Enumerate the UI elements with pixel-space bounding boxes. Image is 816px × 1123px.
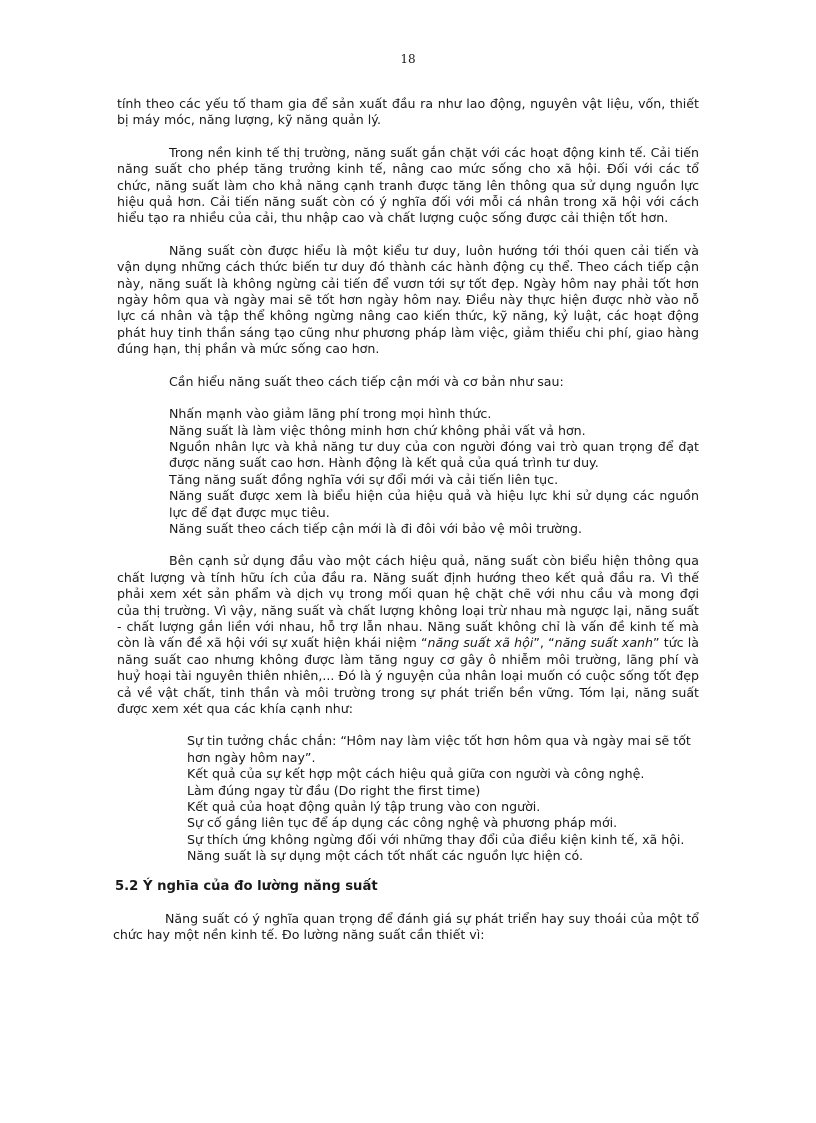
paragraph-measurement: Năng suất có ý nghĩa quan trọng để đánh giá sự phát triển hay suy thoái của một tổ chức hay một nền kinh tế. Đo lường năng suất cần thiết vì:: [113, 911, 699, 943]
list-item: Năng suất là sự dụng một cách tốt nhất các nguồn lực hiện có.: [187, 848, 583, 864]
list-item: Năng suất là làm việc thông minh hơn chứ không phải vất vả hơn.: [169, 422, 586, 438]
term-separator: ”, “: [533, 635, 555, 651]
paragraph-quality: [117, 553, 699, 717]
list-item: Sự cố gắng liên tục để áp dụng các công nghệ và phương pháp mới.: [187, 815, 618, 831]
list-item: Kết quả của hoạt động quản lý tập trung vào con người.: [187, 799, 541, 815]
list-item: Tăng năng suất đồng nghĩa với sự đổi mới và cải tiến liên tục.: [169, 471, 559, 487]
paragraph-mindset: Năng suất còn được hiểu là một kiểu tư duy, luôn hướng tới thói quen cải tiến và vận dụng những cách thức biến tư duy đó thành các hành động cụ thể. Theo cách tiếp cận này, năng suất là không ngừng cải tiến để vươn tới sự tốt đẹp. Ngày hôm nay phải tốt hơn ngày hôm qua và ngày mai sẽ tốt hơn ngày hôm nay. Điều này thực hiện được nhờ vào nỗ lực cá nhân và tập thể không ngừng nâng cao kiến thức, kỹ năng, kỷ luật, các hoạt động phát huy tinh thần sáng tạo cũng như phương pháp làm việc, giảm thiểu chi phí, giao hàng đúng hạn, thị phần và mức sống cao hơn.: [117, 242, 699, 357]
list-item: Kết quả của sự kết hợp một cách hiệu quả giữa con người và công nghệ.: [187, 766, 645, 782]
page-number: 18: [400, 52, 416, 66]
list-item: Làm đúng ngay từ đầu (Do right the first time): [187, 782, 481, 798]
document-body: [113, 96, 700, 944]
list-item: Nhấn mạnh vào giảm lãng phí trong mọi hình thức.: [169, 406, 492, 422]
list-item: Năng suất theo cách tiếp cận mới là đi đôi với bảo vệ môi trường.: [169, 520, 582, 536]
paragraph-intro: tính theo các yếu tố tham gia để sản xuất đầu ra như lao động, nguyên vật liệu, vốn, thiết bị máy móc, năng lượng, kỹ năng quản lý.: [117, 96, 699, 128]
list-item: Nguồn nhân lực và khả năng tư duy của con người đóng vai trò quan trọng để đạt được năng suất cao hơn. Hành động là kết quả của quá trình tư duy.: [169, 438, 699, 471]
aspect-list: [117, 733, 699, 864]
approach-list: [117, 406, 699, 537]
term-green-productivity: năng suất xanh: [554, 635, 654, 651]
list-item: Sự tin tưởng chắc chắn: “Hôm nay làm việc tốt hơn hôm qua và ngày mai sẽ tốt hơn ngày hôm nay”.: [187, 733, 691, 765]
paragraph-quality-part2: ” tức là năng suất cao nhưng không được làm tăng nguy cơ gây ô nhiễm môi trường, lãng phí và huỷ hoại tài nguyên thiên nhiên,... Đó là ý nguyện của nhân loại muốn có cuộc sống tốt đẹp cả về vật chất, tinh thần và môi trường trong sự phát triển bền vững. Tóm lại, năng suất được xem xét qua các khía cạnh như:: [117, 635, 700, 716]
section-heading: 5.2 Ý nghĩa của đo lường năng suất: [115, 878, 378, 894]
paragraph-market-economy: Trong nền kinh tế thị trường, năng suất gắn chặt với các hoạt động kinh tế. Cải tiến năng suất cho phép tăng trưởng kinh tế, nâng cao mức sống cho xã hội. Đối với các tổ chức, năng suất làm cho khả năng cạnh tranh được tăng lên thông qua sử dụng nguồn lực hiệu quả hơn. Cải tiến năng suất còn có ý nghĩa đối với mỗi cá nhân trong xã hội với cách hiểu tạo ra nhiều của cải, thu nhập cao và chất lượng cuộc sống được cải thiện tốt hơn.: [117, 144, 699, 226]
paragraph-approach-intro: Cần hiểu năng suất theo cách tiếp cận mới và cơ bản như sau:: [169, 373, 564, 389]
term-social-productivity: năng suất xã hội: [427, 635, 534, 651]
list-item: Sự thích ứng không ngừng đối với những thay đổi của điều kiện kinh tế, xã hội.: [187, 831, 685, 847]
paragraph-quality-part1: Bên cạnh sử dụng đầu vào một cách hiệu quả, năng suất còn biểu hiện thông qua chất lượng và tính hữu ích của đầu ra. Năng suất định hướng theo kết quả đầu ra. Vì thế phải xem xét sản phẩm và dịch vụ trong mối quan hệ chặt chẽ với nhu cầu và mong đợi của thị trường. Vì vậy, năng suất và chất lượng không loại trừ nhau mà ngược lại, năng suất - chất lượng gắn liền với nhau, hỗ trợ lẫn nhau. Năng suất không chỉ là vấn đề kinh tế mà còn là vấn đề xã hội với sự xuất hiện khái niệm “: [117, 553, 699, 651]
list-item: Năng suất được xem là biểu hiện của hiệu quả và hiệu lực khi sử dụng các nguồn lực để đạt được mục tiêu.: [169, 488, 699, 520]
